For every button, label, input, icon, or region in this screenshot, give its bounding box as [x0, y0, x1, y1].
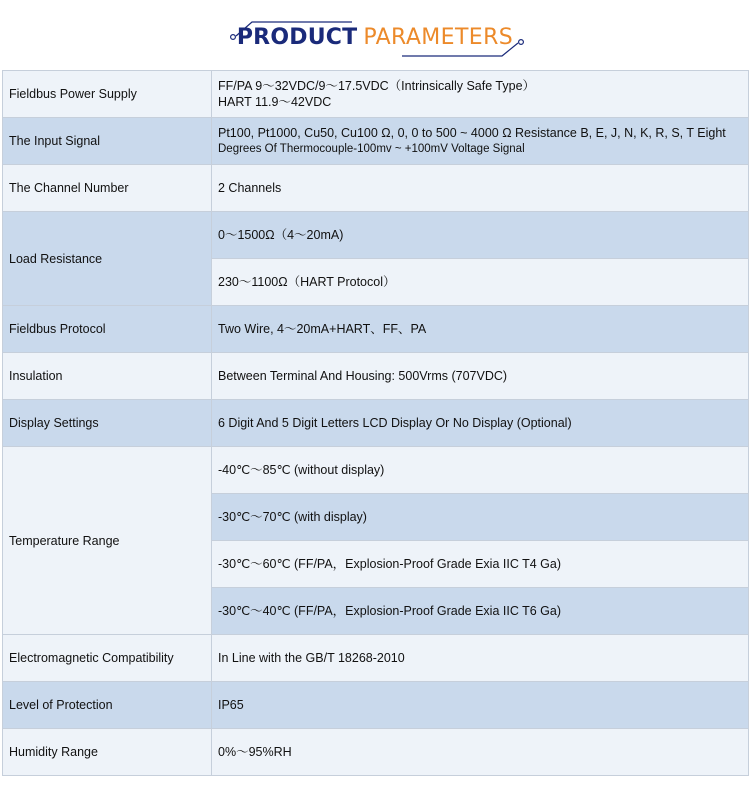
- input-signal-line-1: Pt100, Pt1000, Cu50, Cu100 Ω, 0, 0 to 500 ~ 4000 Ω Resistance B, E, J, N, K, R, S, T Eight: [218, 126, 726, 140]
- title-parameters: PARAMETERS: [363, 25, 514, 50]
- row-value: -30℃～40℃ (FF/PA，Explosion-Proof Grade Exia IIC T6 Ga): [212, 588, 749, 635]
- row-value: 2 Channels: [212, 165, 749, 212]
- row-value: Between Terminal And Housing: 500Vrms (707VDC): [212, 353, 749, 400]
- row-label: Level of Protection: [3, 682, 212, 729]
- row-label: Load Resistance: [3, 212, 212, 306]
- table-row: [3, 212, 749, 259]
- row-label: The Channel Number: [3, 165, 212, 212]
- row-label: Humidity Range: [3, 729, 212, 776]
- table-row: [3, 353, 749, 400]
- table-row: [3, 118, 749, 165]
- row-value: [212, 71, 749, 118]
- power-supply-line-2: HART 11.9～42VDC: [218, 95, 332, 109]
- table-row: [3, 306, 749, 353]
- table-row: [3, 682, 749, 729]
- row-value: 6 Digit And 5 Digit Letters LCD Display Or No Display (Optional): [212, 400, 749, 447]
- row-label: The Input Signal: [3, 118, 212, 165]
- table-row: [3, 400, 749, 447]
- page-title: [0, 25, 750, 50]
- row-value: 0～1500Ω（4～20mA): [212, 212, 749, 259]
- page-header: [0, 0, 750, 70]
- table-row: [3, 447, 749, 494]
- row-value: 0%～95%RH: [212, 729, 749, 776]
- power-supply-line-1: FF/PA 9～32VDC/9～17.5VDC（Intrinsically Safe Type）: [218, 79, 536, 93]
- row-value: In Line with the GB/T 18268-2010: [212, 635, 749, 682]
- row-label: Fieldbus Power Supply: [3, 71, 212, 118]
- row-value: Two Wire, 4～20mA+HART、FF、PA: [212, 306, 749, 353]
- row-label: Display Settings: [3, 400, 212, 447]
- row-label: Temperature Range: [3, 447, 212, 635]
- title-product: PRODUCT: [236, 25, 358, 50]
- row-label: Electromagnetic Compatibility: [3, 635, 212, 682]
- table-row: [3, 729, 749, 776]
- row-value: -30℃～60℃ (FF/PA，Explosion-Proof Grade Exia IIC T4 Ga): [212, 541, 749, 588]
- row-value: IP65: [212, 682, 749, 729]
- table-row: [3, 165, 749, 212]
- row-value: [212, 118, 749, 165]
- row-value: 230～1100Ω（HART Protocol）: [212, 259, 749, 306]
- row-label: Insulation: [3, 353, 212, 400]
- row-value: -40℃～85℃ (without display): [212, 447, 749, 494]
- parameters-table: [2, 70, 749, 776]
- table-row: [3, 71, 749, 118]
- table-row: [3, 635, 749, 682]
- input-signal-line-2: Degrees Of Thermocouple-100mv ~ +100mV Voltage Signal: [218, 143, 525, 155]
- row-value: -30℃～70℃ (with display): [212, 494, 749, 541]
- row-label: Fieldbus Protocol: [3, 306, 212, 353]
